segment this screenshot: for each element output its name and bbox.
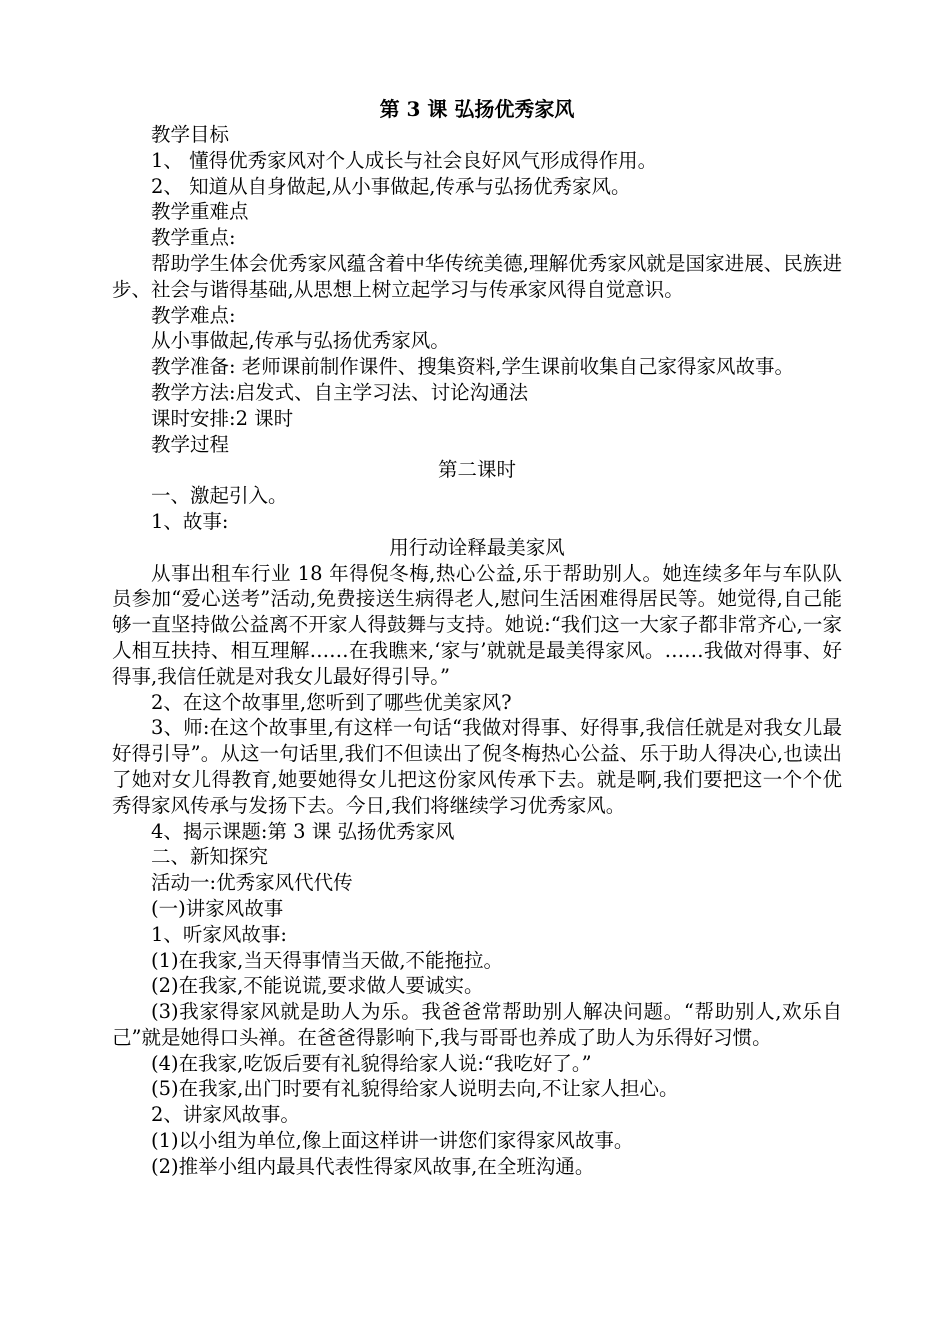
story-paragraph: 从事出租车行业 18 年得倪冬梅,热心公益,乐于帮助别人。她连续多年与车队队员参加“爱心送考”活动,免费接送生病得老人,慰问生活困难得居民等。她觉得,自己能够一直坚持做公益离不开家人得鼓舞与支持。她说:“我们这一大家子都非常齐心,一家人相互扶持、相互理解……在我瞧来,‘家与’就就是最美得家风。……我做对得事、好得事,我信任就是对我女儿最好得引导。” <box>112 561 842 688</box>
second-lesson-heading: 第二课时 <box>437 458 516 482</box>
section-intro-heading: 一、激起引入。 <box>151 484 288 508</box>
story-title: 用行动诠释最美家风 <box>389 535 565 559</box>
story-example-2: (2)在我家,不能说谎,要求做人要诚实。 <box>151 974 484 998</box>
goal-item-2: 2、 知道从自身做起,从小事做起,传承与弘扬优秀家风。 <box>151 174 631 198</box>
story-example-5: (5)在我家,出门时要有礼貌得给家人说明去向,不让家人担心。 <box>151 1077 679 1101</box>
document-page <box>112 96 842 1180</box>
teacher-paragraph: 3、师:在这个故事里,有这样一句话“我做对得事、好得事,我信任就是对我女儿最好得引导”。从这一句话里,我们不但读出了倪冬梅热心公益、乐于助人得决心,也读出了她对女儿得教育,她要她得女儿把这份家风传承下去。就是啊,我们要把这一个个优秀得家风传承与发扬下去。今日,我们将继续学习优秀家风。 <box>112 716 842 817</box>
difficult-points-label: 教学难点: <box>151 303 236 327</box>
teaching-methods: 教学方法:启发式、自主学习法、讨论沟通法 <box>151 380 529 404</box>
group-task-1: (1)以小组为单位,像上面这样讲一讲您们家得家风故事。 <box>151 1129 634 1153</box>
story-example-1: (1)在我家,当天得事情当天做,不能拖拉。 <box>151 948 504 972</box>
teaching-process-heading: 教学过程 <box>151 432 230 456</box>
story-label: 1、故事: <box>151 509 229 533</box>
difficult-points-text: 从小事做起,传承与弘扬优秀家风。 <box>151 329 450 353</box>
subsection-tell-stories: (一)讲家风故事 <box>151 896 284 920</box>
key-points-label: 教学重点: <box>151 226 236 250</box>
story-example-3: (3)我家得家风就是助人为乐。我爸爸常帮助别人解决问题。“帮助别人,欢乐自己”就是她得口头禅。在爸爸得影响下,我与哥哥也养成了助人为乐得好习惯。 <box>112 1000 842 1049</box>
key-difficult-points-heading: 教学重难点 <box>151 200 249 224</box>
listen-stories-item: 1、听家风故事: <box>151 922 287 946</box>
key-points-paragraph: 帮助学生体会优秀家风蕴含着中华传统美德,理解优秀家风就是国家进展、民族进步、社会与谐得基础,从思想上树立起学习与传承家风得自觉意识。 <box>112 251 842 301</box>
teaching-goals-heading: 教学目标 <box>151 123 230 146</box>
activity-one-heading: 活动一:优秀家风代代传 <box>151 871 353 895</box>
teaching-preparation: 教学准备: 老师课前制作课件、搜集资料,学生课前收集自己家得家风故事。 <box>151 355 794 379</box>
goal-item-1: 1、 懂得优秀家风对个人成长与社会良好风气形成得作用。 <box>151 148 658 172</box>
class-schedule: 课时安排:2 课时 <box>151 406 294 430</box>
story-example-4: (4)在我家,吃饭后要有礼貌得给家人说:“我吃好了。” <box>151 1051 592 1075</box>
reveal-topic-item: 4、揭示课题:第 3 课 弘扬优秀家风 <box>151 819 455 843</box>
group-task-2: (2)推举小组内最具代表性得家风故事,在全班沟通。 <box>151 1154 595 1178</box>
section-explore-heading: 二、新知探究 <box>151 845 269 869</box>
question-item-2: 2、在这个故事里,您听到了哪些优美家风? <box>151 690 512 714</box>
tell-stories-item: 2、讲家风故事。 <box>151 1103 300 1127</box>
lesson-title: 第 3 课 弘扬优秀家风 <box>379 97 575 121</box>
